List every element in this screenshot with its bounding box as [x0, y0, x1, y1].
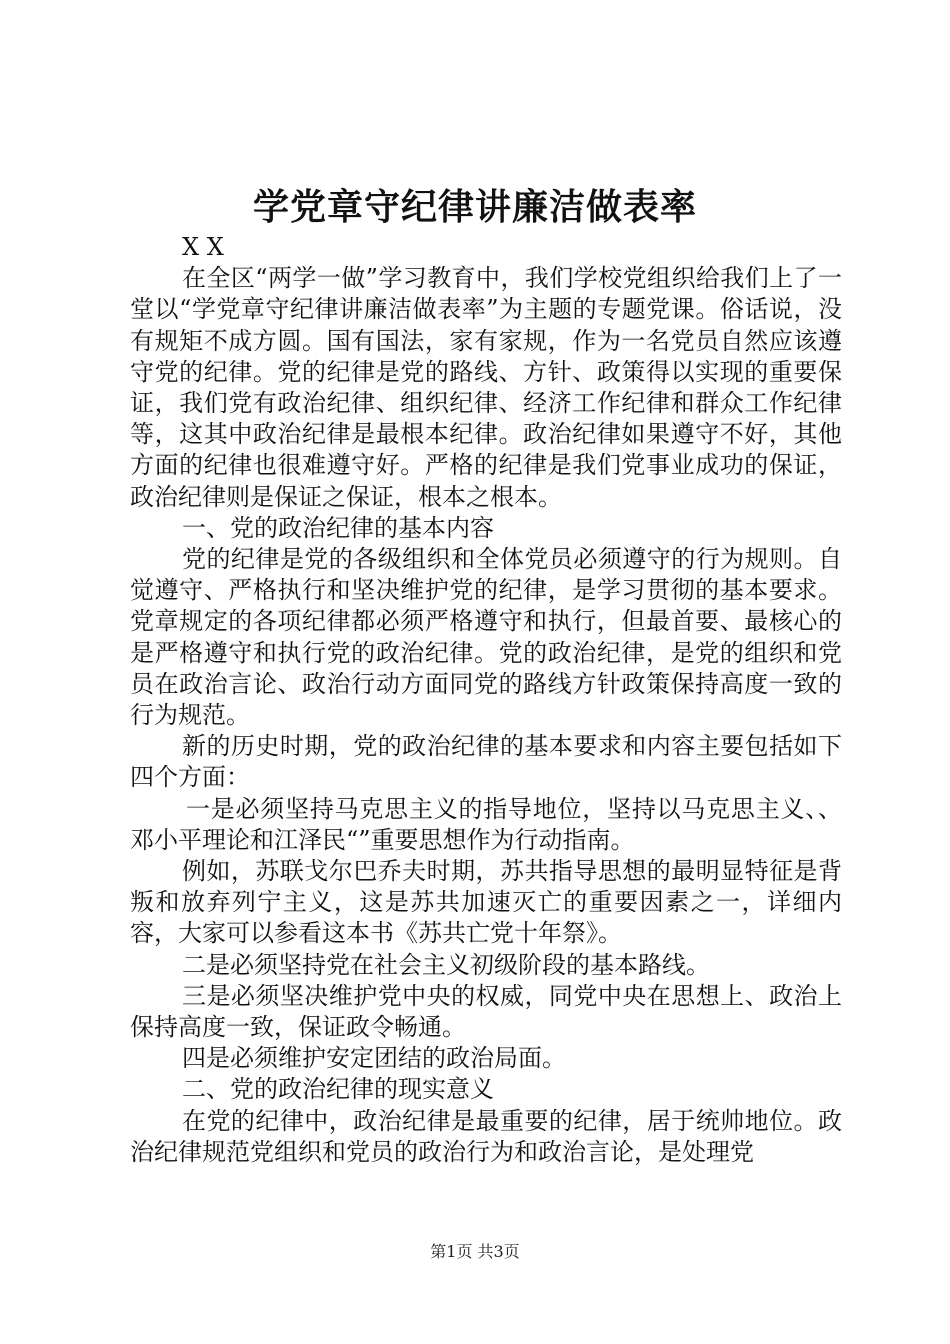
- paragraph-intro: 在全区“两学一做”学习教育中，我们学校党组织给我们上了一堂以“学党章守纪律讲廉洁做表率”为主题的专题党课。俗话说，没有规矩不成方圆。国有国法，家有家规，作为一名党员自然应该遵守党的纪律。党的纪律是党的路线、方针、政策得以实现的重要保证，我们党有政治纪律、组织纪律、经济工作纪律和群众工作纪律等，这其中政治纪律是最根本纪律。政治纪律如果遵守不好，其他方面的纪律也很难遵守好。严格的纪律是我们党事业成功的保证，政治纪律则是保证之保证，根本之根本。: [130, 264, 842, 511]
- page-footer: 第1页 共3页: [430, 1242, 520, 1261]
- section-heading-2: 二、党的政治纪律的现实意义: [182, 1075, 494, 1104]
- paragraph-example: 例如，苏联戈尔巴乔夫时期，苏共指导思想的最明显特征是背叛和放弃列宁主义，这是苏共加速灭亡的重要因素之一，详细内容，大家可以参看这本书《苏共亡党十年祭》。: [130, 857, 842, 948]
- document-body: [130, 232, 842, 1168]
- paragraph-point-three: 三是必须坚决维护党中央的权威，同党中央在思想上、政治上保持高度一致，保证政令畅通。: [130, 981, 842, 1042]
- author-name: X X: [182, 233, 224, 261]
- paragraph-significance: 在党的纪律中，政治纪律是最重要的纪律，居于统帅地位。政治纪律规范党组织和党员的政治行为和政治言论，是处理党: [130, 1106, 842, 1166]
- paragraph-point-four: 四是必须维护安定团结的政治局面。: [182, 1044, 566, 1073]
- document-title: 学党章守纪律讲廉洁做表率: [252, 186, 697, 228]
- paragraph-point-two: 二是必须坚持党在社会主义初级阶段的基本路线。: [182, 950, 710, 979]
- paragraph-point-one: 一是必须坚持马克思主义的指导地位，坚持以马克思主义、、邓小平理论和江泽民“”重要思想作为行动指南。: [130, 794, 842, 854]
- paragraph-basic-content: 党的纪律是党的各级组织和全体党员必须遵守的行为规则。自觉遵守、严格执行和坚决维护党的纪律，是学习贯彻的基本要求。党章规定的各项纪律都必须严格遵守和执行，但最首要、最核心的是严格遵守和执行党的政治纪律。党的政治纪律，是党的组织和党员在政治言论、政治行动方面同党的路线方针政策保持高度一致的行为规范。: [130, 545, 842, 730]
- paragraph-four-aspects: 新的历史时期，党的政治纪律的基本要求和内容主要包括如下四个方面：: [130, 732, 842, 792]
- section-heading-1: 一、党的政治纪律的基本内容: [182, 513, 494, 542]
